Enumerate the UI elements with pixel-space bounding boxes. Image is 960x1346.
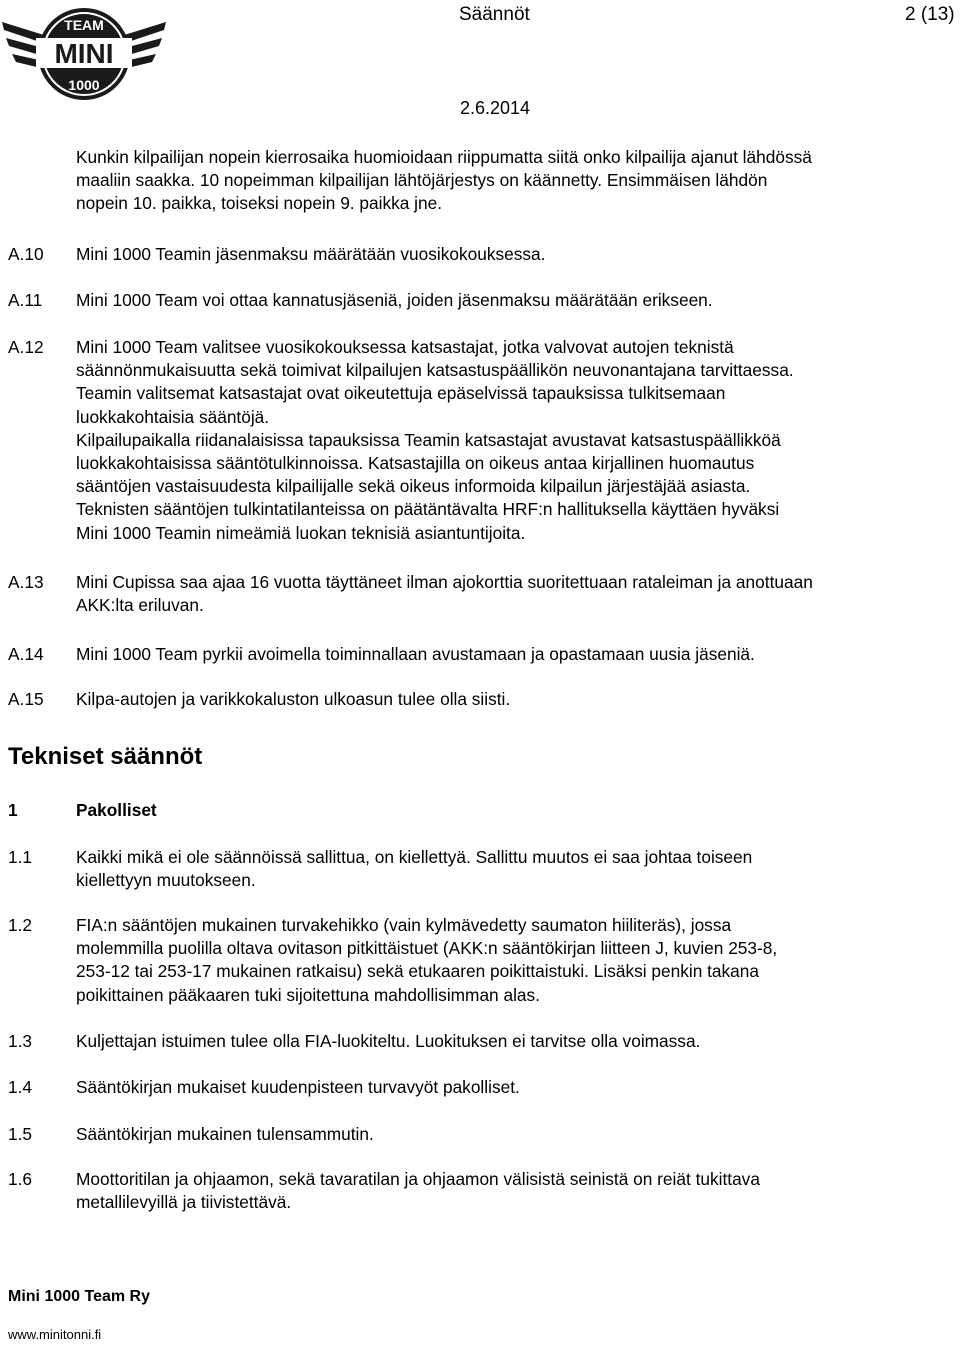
text-line: Sääntökirjan mukainen tulensammutin. bbox=[76, 1124, 374, 1144]
text-line: Teamin valitsemat katsastajat ovat oikeutettuja epäselvissä tapauksissa tulkitsemaan bbox=[76, 383, 726, 404]
text-line: Kuljettajan istuimen tulee olla FIA-luokiteltu. Luokituksen ei tarvitse olla voimassa. bbox=[76, 1031, 701, 1051]
rule-number: 1.6 bbox=[8, 1169, 33, 1189]
text-line: Mini 1000 Team voi ottaa kannatusjäseniä, joiden jäsenmaksu määrätään erikseen. bbox=[76, 290, 713, 310]
text-line: molemmilla puolilla oltava ovitason pitkittäistuet (AKK:n sääntökirjan liitteen J, kuvien 253-8, bbox=[76, 938, 778, 959]
text-line: Kilpa-autojen ja varikkokaluston ulkoasun tulee olla siisti. bbox=[76, 689, 511, 709]
text-line: Kunkin kilpailijan nopein kierrosaika huomioidaan riippumatta siitä onko kilpailija ajanut lähdössä bbox=[76, 147, 812, 167]
rule-number: A.11 bbox=[8, 290, 43, 310]
rule-text bbox=[76, 243, 955, 266]
rule-text bbox=[76, 571, 955, 617]
rule-number: A.10 bbox=[8, 244, 44, 264]
document-title: Säännöt bbox=[459, 4, 530, 25]
rule-number: 1.2 bbox=[8, 915, 33, 935]
rule-text bbox=[76, 1030, 955, 1053]
text-line: Kilpailupaikalla riidanalaisissa tapauksissa Teamin katsastajat avustavat katsastuspäällikköä bbox=[76, 429, 781, 450]
document-date: 2.6.2014 bbox=[460, 98, 531, 118]
text-line: Mini 1000 Teamin jäsenmaksu määrätään vuosikokouksessa. bbox=[76, 244, 546, 264]
rule-text bbox=[76, 1076, 955, 1099]
rule-text bbox=[76, 1123, 955, 1146]
subsection-title: Pakolliset bbox=[76, 800, 157, 820]
intro-text bbox=[76, 146, 955, 216]
rule-number: A.13 bbox=[8, 572, 44, 592]
text-line: Teknisten sääntöjen tulkintatilanteissa on päätäntävalta HRF:n hallituksella käyttäen hyväksi bbox=[76, 499, 780, 520]
rule-text bbox=[76, 688, 955, 711]
rule-number: A.12 bbox=[8, 337, 44, 357]
rule-number: 1.1 bbox=[8, 847, 33, 867]
footer-organization: Mini 1000 Team Ry bbox=[8, 1288, 150, 1305]
text-line: Mini 1000 Team pyrkii avoimella toiminnallaan avustamaan ja opastamaan uusia jäseniä. bbox=[76, 644, 755, 664]
rule-number: 1.4 bbox=[8, 1077, 33, 1097]
text-line: Kaikki mikä ei ole säännöissä sallittua, on kiellettyä. Sallittu muutos ei saa johtaa toiseen bbox=[76, 847, 753, 867]
logo-main-text: MINI bbox=[54, 38, 114, 69]
rule-text bbox=[76, 336, 955, 545]
text-line: Sääntökirjan mukaiset kuudenpisteen turvavyöt pakolliset. bbox=[76, 1077, 520, 1097]
rule-text bbox=[76, 643, 955, 666]
text-line: nopein 10. paikka, toiseksi nopein 9. paikka jne. bbox=[76, 193, 443, 214]
text-line: Mini 1000 Teamin nimeämiä luokan teknisiä asiantuntijoita. bbox=[76, 522, 526, 543]
text-line: kiellettyyn muutokseen. bbox=[76, 870, 256, 891]
footer-url-link[interactable]: www.minitonni.fi bbox=[8, 1327, 102, 1342]
mini-1000-team-logo bbox=[0, 0, 168, 110]
text-line: Mini 1000 Team valitsee vuosikokouksessa katsastajat, jotka valvovat autojen teknistä bbox=[76, 337, 734, 357]
text-line: poikittainen pääkaaren tuki sijoitettuna mahdollisimman alas. bbox=[76, 984, 540, 1005]
rule-text bbox=[76, 846, 955, 892]
text-line: säännönmukaisuutta sekä toimivat kilpailujen katsastuspäällikön neuvonantajana tarvittaessa. bbox=[76, 360, 794, 381]
text-line: sääntöjen vastaisuudesta kilpailijalle sekä oikeus informoida kilpailun järjestäjää asiasta. bbox=[76, 476, 751, 497]
text-line: maaliin saakka. 10 nopeimman kilpailijan lähtöjärjestys on käännetty. Ensimmäisen lähdön bbox=[76, 170, 768, 191]
logo-bottom-text: 1000 bbox=[68, 77, 100, 93]
rule-number: 1.3 bbox=[8, 1031, 33, 1051]
rule-number: A.14 bbox=[8, 644, 44, 664]
text-line: AKK:lta eriluvan. bbox=[76, 595, 204, 616]
text-line: luokkakohtaisissa sääntötulkinnoissa. Katsastajilla on oikeus antaa kirjallinen huomautus bbox=[76, 453, 755, 474]
logo-top-text: TEAM bbox=[64, 17, 104, 33]
text-line: metallilevyillä ja tiivistettävä. bbox=[76, 1192, 292, 1213]
text-line: 253-12 tai 253-17 mukainen ratkaisu) sekä etukaaren poikittaistuki. Lisäksi penkin takana bbox=[76, 961, 760, 982]
rule-text bbox=[76, 914, 955, 1007]
text-line: Moottoritilan ja ohjaamon, sekä tavaratilan ja ohjaamon välisistä seinistä on reiät tukittava bbox=[76, 1169, 760, 1189]
rule-text bbox=[76, 1168, 955, 1214]
section-heading: Tekniset säännöt bbox=[8, 743, 203, 770]
page-number: 2 (13) bbox=[905, 4, 955, 25]
text-line: FIA:n sääntöjen mukainen turvakehikko (vain kylmävedetty saumaton hiiliteräs), jossa bbox=[76, 915, 732, 935]
rule-number: 1.5 bbox=[8, 1124, 33, 1144]
subsection-number: 1 bbox=[8, 800, 18, 820]
rule-text bbox=[76, 289, 955, 312]
rule-number: A.15 bbox=[8, 689, 44, 709]
text-line: luokkakohtaisia sääntöjä. bbox=[76, 406, 270, 427]
text-line: Mini Cupissa saa ajaa 16 vuotta täyttäneet ilman ajokorttia suoritettuaan rataleiman ja anottuaan bbox=[76, 572, 813, 592]
